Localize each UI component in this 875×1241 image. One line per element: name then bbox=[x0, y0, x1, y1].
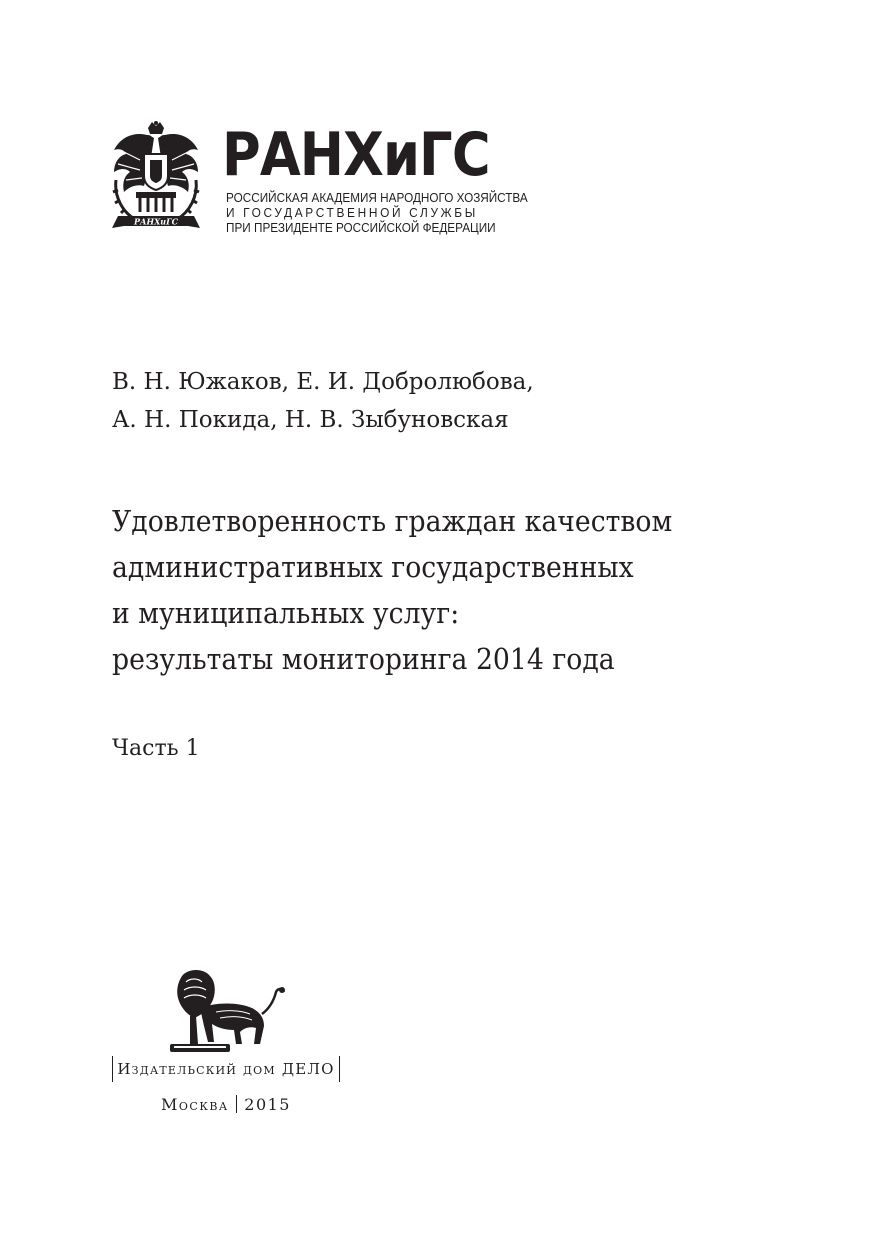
city-year-divider bbox=[236, 1095, 238, 1113]
lion-on-books-icon bbox=[160, 968, 288, 1060]
publisher-city: Москва bbox=[161, 1095, 229, 1114]
city-year bbox=[112, 1094, 340, 1116]
publication-year: 2015 bbox=[244, 1095, 291, 1114]
brand-subtitle-line-2: И ГОСУДАРСТВЕННОЙ СЛУЖБЫ bbox=[226, 206, 478, 220]
double-headed-eagle-emblem-icon bbox=[110, 120, 202, 236]
book-title-line-1: Удовлетворенность граждан качеством bbox=[112, 504, 673, 538]
brand-subtitle-line-3: ПРИ ПРЕЗИДЕНТЕ РОССИЙСКОЙ ФЕДЕРАЦИИ bbox=[226, 221, 496, 235]
brand-name: РАНХиГС bbox=[222, 120, 490, 190]
authors-line-1: В. Н. Южаков, Е. И. Добролюбова, bbox=[112, 369, 534, 395]
book-title-line-4: результаты мониторинга 2014 года bbox=[112, 642, 615, 676]
authors-line-2: А. Н. Покида, Н. В. Зыбуновская bbox=[112, 407, 509, 433]
emblem-ribbon-text: РАНХиГС bbox=[133, 216, 179, 227]
brand-subtitle-line-1: РОССИЙСКАЯ АКАДЕМИЯ НАРОДНОГО ХОЗЯЙСТВА bbox=[226, 191, 528, 205]
part-label: Часть 1 bbox=[112, 736, 200, 761]
publisher-name: Издательский дом ДЕЛО bbox=[112, 1056, 340, 1082]
book-title-line-2: административных государственных bbox=[112, 550, 634, 584]
book-title-line-3: и муниципальных услуг: bbox=[112, 596, 460, 630]
